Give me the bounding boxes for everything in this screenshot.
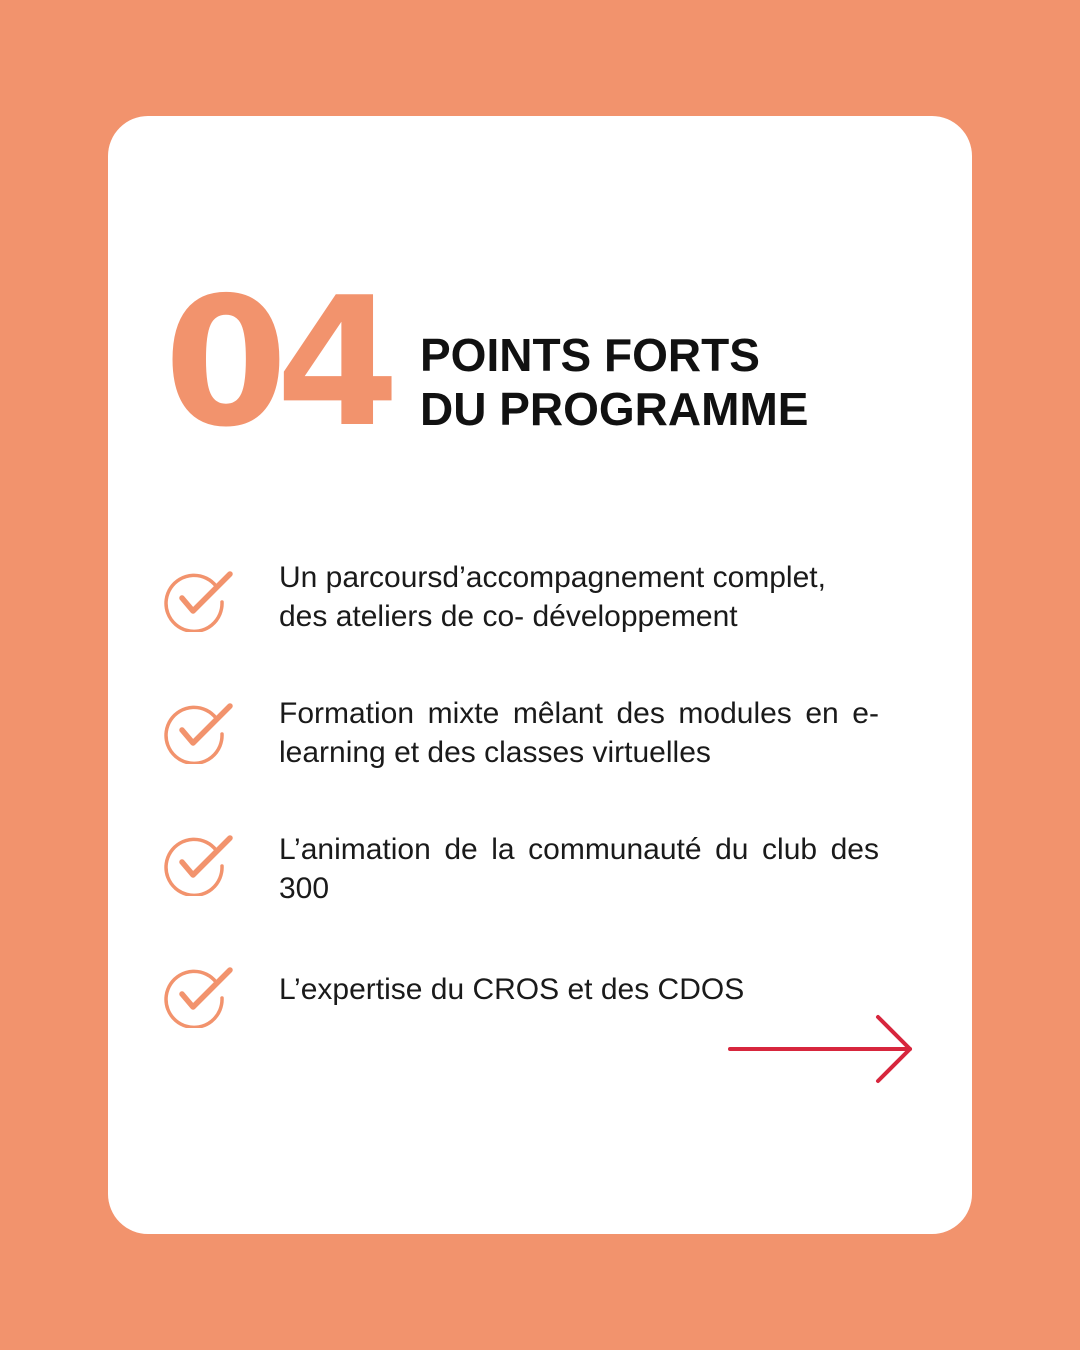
list-item-text: Formation mixte mêlant des modules en e-learning et des classes virtuelles [279,697,879,769]
section-title [420,328,808,436]
check-circle-icon [164,568,236,632]
list-item-text: L’animation de la communauté du club des 300 [279,833,879,905]
section-title-line-1: POINTS FORTS [420,329,760,381]
content-card [108,116,972,1234]
section-title-line-2: DU PROGRAMME [420,383,809,435]
arrow-right-icon[interactable] [728,1014,918,1084]
check-circle-icon [164,964,236,1028]
check-circle-icon [164,832,236,896]
list-item-text: Un parcoursd’accompagnement complet, des ateliers de co- développement [279,561,826,633]
section-number: 04 [164,259,388,466]
list-item-text: L’expertise du CROS et des CDOS [279,973,745,1006]
check-circle-icon [164,700,236,764]
